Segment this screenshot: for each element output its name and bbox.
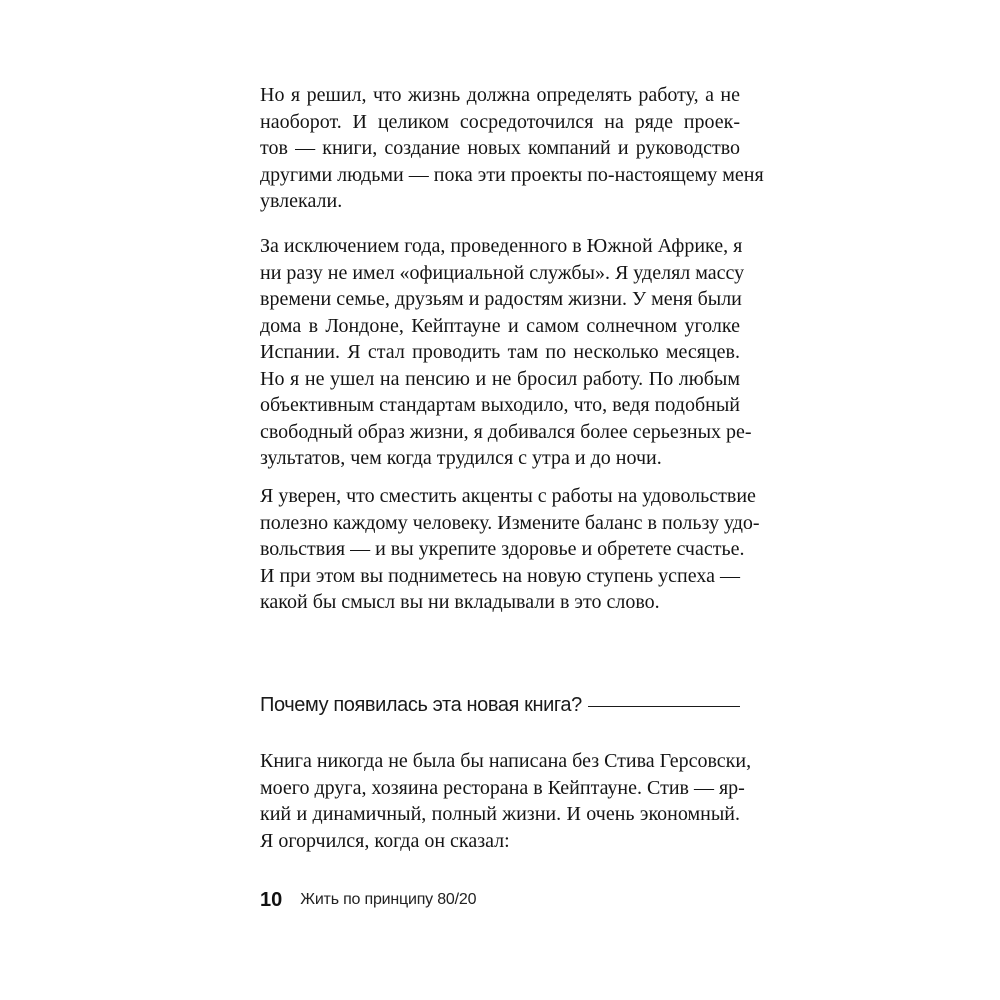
text-line: Я уверен, что сместить акценты с работы на удовольствие xyxy=(260,485,756,507)
text-line: объективным стандартам выходило, что, ведя подобный xyxy=(260,394,740,416)
text-line: какой бы смысл вы ни вкладывали в это слово. xyxy=(260,591,660,613)
text-line: дома в Лондоне, Кейптауне и самом солнечном уголке xyxy=(260,314,740,337)
text-line: наоборот. И целиком сосредоточился на ряде проек- xyxy=(260,110,740,133)
text-line: Но я решил, что жизнь должна определять работу, а не xyxy=(260,84,740,106)
paragraph-3 xyxy=(260,483,760,616)
text-line: другими людьми — пока эти проекты по-настоящему меня xyxy=(260,163,764,186)
text-line: времени семье, друзьям и радостям жизни. У меня были xyxy=(260,288,742,310)
text-line: зультатов, чем когда трудился с утра и до ночи. xyxy=(260,447,662,469)
section-title: Почему появилась эта новая книга? xyxy=(260,693,582,716)
text-line: увлекали. xyxy=(260,190,343,212)
text-line: За исключением года, проведенного в Южной Африке, я xyxy=(260,235,743,257)
text-line: ни разу не имел «официальной службы». Я уделял массу xyxy=(260,261,745,284)
text-line: Книга никогда не была бы написана без Стива Герсовски, xyxy=(260,750,752,772)
text-line: тов — книги, создание новых компаний и руководство xyxy=(260,137,740,159)
text-line: свободный образ жизни, я добивался более серьезных ре- xyxy=(260,420,752,443)
running-title: Жить по принципу 80/20 xyxy=(300,891,477,908)
text-line: И при этом вы подниметесь на новую ступень успеха — xyxy=(260,564,740,587)
paragraph-4 xyxy=(260,748,752,854)
text-line: моего друга, хозяина ресторана в Кейптауне. Стив — яр- xyxy=(260,776,745,799)
text-line: кий и динамичный, полный жизни. И очень экономный. xyxy=(260,803,740,825)
text-line: полезно каждому человеку. Измените баланс в пользу удо- xyxy=(260,511,760,534)
text-line: Но я не ушел на пенсию и не бросил работу. По любым xyxy=(260,367,740,390)
section-heading xyxy=(260,690,740,720)
text-line: Я огорчился, когда он сказал: xyxy=(260,829,510,852)
page-footer xyxy=(260,885,476,915)
section-rule xyxy=(588,706,740,707)
paragraph-2 xyxy=(260,233,752,472)
text-line: Испании. Я стал проводить там по несколько месяцев. xyxy=(260,341,740,363)
paragraph-1 xyxy=(260,82,764,215)
page-number: 10 xyxy=(260,888,283,911)
text-line: вольствия — и вы укрепите здоровье и обретете счастье. xyxy=(260,538,745,560)
